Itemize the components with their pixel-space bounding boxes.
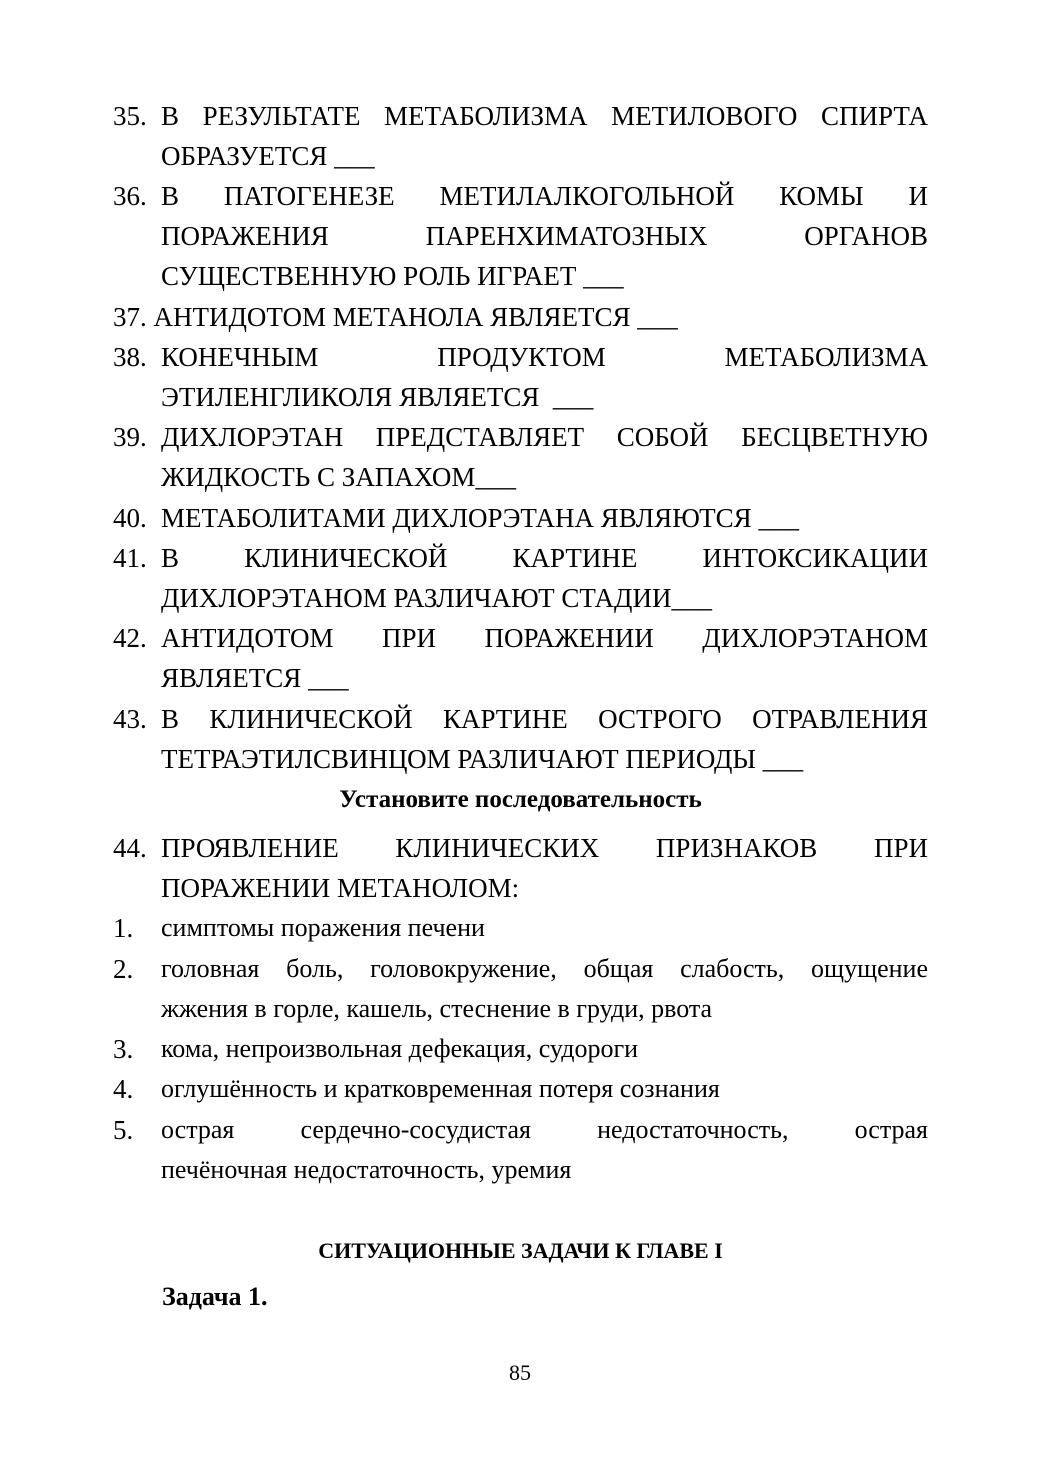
option-number: 2. bbox=[113, 954, 134, 984]
question-number: 40. bbox=[113, 503, 147, 533]
option-text-line: оглушённость и кратковременная потеря сознания bbox=[161, 1074, 720, 1103]
option-number: 5. bbox=[113, 1115, 134, 1145]
question-41 bbox=[113, 538, 928, 618]
question-36 bbox=[113, 176, 928, 296]
question-text-line: АНТИДОТОМ ПРИ ПОРАЖЕНИИ ДИХЛОРЭТАНОМ bbox=[161, 623, 928, 653]
question-text-line: ТЕТРАЭТИЛСВИНЦОМ РАЗЛИЧАЮТ ПЕРИОДЫ ___ bbox=[161, 744, 804, 774]
question-text-line: ДИХЛОРЭТАН ПРЕДСТАВЛЯЕТ СОБОЙ БЕСЦВЕТНУЮ bbox=[161, 422, 928, 452]
question-42 bbox=[113, 618, 928, 698]
option-text-line: кома, непроизвольная дефекация, судороги bbox=[161, 1034, 639, 1063]
option-number: 4. bbox=[113, 1074, 134, 1104]
option-number: 1. bbox=[113, 913, 134, 943]
question-37 bbox=[113, 297, 928, 337]
question-44 bbox=[113, 828, 928, 908]
question-text-line: ЭТИЛЕНГЛИКОЛЯ ЯВЛЯЕТСЯ ___ bbox=[161, 382, 594, 412]
answer-option-2 bbox=[113, 949, 928, 1029]
question-text-line: СУЩЕСТВЕННУЮ РОЛЬ ИГРАЕТ ___ bbox=[161, 261, 624, 291]
option-number: 3. bbox=[113, 1034, 134, 1064]
question-35 bbox=[113, 96, 928, 176]
question-text: 37. АНТИДОТОМ МЕТАНОЛА ЯВЛЯЕТСЯ ___ bbox=[113, 302, 678, 332]
answer-option-1 bbox=[113, 908, 928, 948]
question-text-line: ПОРАЖЕНИЯ ПАРЕНХИМАТОЗНЫХ ОРГАНОВ bbox=[161, 221, 928, 251]
question-number: 36. bbox=[113, 181, 147, 211]
question-text-line: ЯВЛЯЕТСЯ ___ bbox=[161, 663, 349, 693]
answer-option-5 bbox=[113, 1110, 928, 1190]
page-number: 85 bbox=[509, 1360, 531, 1385]
question-number: 39. bbox=[113, 422, 147, 452]
question-number: 42. bbox=[113, 623, 147, 653]
task-title: Задача 1. bbox=[162, 1282, 268, 1311]
question-text-line: ПРОЯВЛЕНИЕ КЛИНИЧЕСКИХ ПРИЗНАКОВ ПРИ bbox=[161, 833, 928, 863]
question-text-line: В ПАТОГЕНЕЗЕ МЕТИЛАЛКОГОЛЬНОЙ КОМЫ И bbox=[161, 181, 928, 211]
question-text-line: В КЛИНИЧЕСКОЙ КАРТИНЕ ИНТОКСИКАЦИИ bbox=[161, 543, 928, 573]
option-text-line: печёночная недостаточность, уремия bbox=[161, 1155, 572, 1184]
question-number: 43. bbox=[113, 704, 147, 734]
question-text-line: ОБРАЗУЕТСЯ ___ bbox=[161, 141, 375, 171]
question-text-line: В РЕЗУЛЬТАТЕ МЕТАБОЛИЗМА МЕТИЛОВОГО СПИРТА bbox=[161, 101, 928, 131]
question-text-line: ПОРАЖЕНИИ МЕТАНОЛОМ: bbox=[161, 873, 520, 903]
question-number: 35. bbox=[113, 101, 147, 131]
chapter-heading: СИТУАЦИОННЫЕ ЗАДАЧИ К ГЛАВЕ I bbox=[318, 1238, 723, 1263]
section-heading: Установите последовательность bbox=[339, 786, 702, 813]
question-39 bbox=[113, 417, 928, 497]
question-number: 41. bbox=[113, 543, 147, 573]
answer-option-4 bbox=[113, 1069, 928, 1109]
option-text-line: головная боль, головокружение, общая слабость, ощущение bbox=[161, 954, 928, 983]
question-text-line: ЖИДКОСТЬ С ЗАПАХОМ___ bbox=[161, 462, 516, 492]
question-text-line: ДИХЛОРЭТАНОМ РАЗЛИЧАЮТ СТАДИИ___ bbox=[161, 583, 712, 613]
question-40 bbox=[113, 498, 928, 538]
answer-option-3 bbox=[113, 1029, 928, 1069]
question-text-line: МЕТАБОЛИТАМИ ДИХЛОРЭТАНА ЯВЛЯЮТСЯ ___ bbox=[161, 503, 799, 533]
option-text-line: жжения в горле, кашель, стеснение в груди, рвота bbox=[161, 994, 713, 1023]
question-text-line: КОНЕЧНЫМ ПРОДУКТОМ МЕТАБОЛИЗМА bbox=[161, 342, 928, 372]
question-38 bbox=[113, 337, 928, 417]
question-number: 38. bbox=[113, 342, 147, 372]
question-43 bbox=[113, 699, 928, 779]
option-text-line: острая сердечно-сосудистая недостаточность, острая bbox=[161, 1115, 928, 1144]
option-text-line: симптомы поражения печени bbox=[161, 913, 485, 942]
question-text-line: В КЛИНИЧЕСКОЙ КАРТИНЕ ОСТРОГО ОТРАВЛЕНИЯ bbox=[161, 704, 928, 734]
question-number: 44. bbox=[113, 833, 147, 863]
